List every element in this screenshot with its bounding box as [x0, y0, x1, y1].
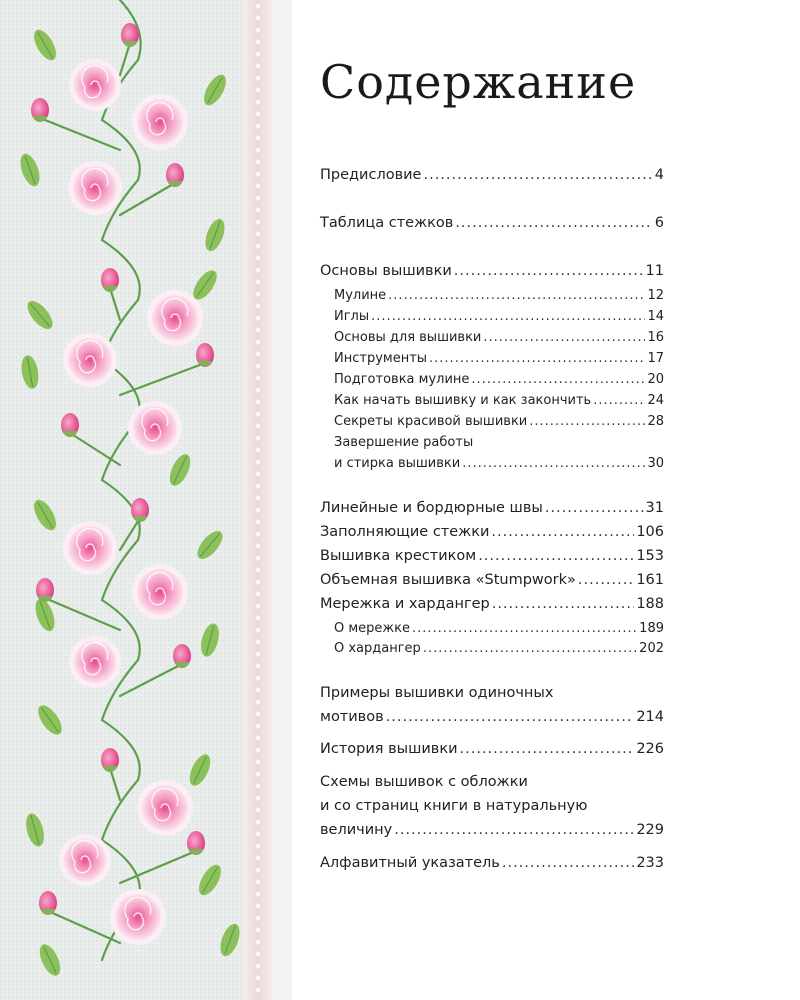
ribbon-dot: [255, 411, 261, 417]
ribbon-dot: [255, 951, 261, 957]
leader-dots: [394, 820, 634, 840]
ribbon-dot: [255, 399, 261, 405]
toc-entry-page: 229: [636, 822, 664, 838]
toc-entry[interactable]: [320, 739, 664, 759]
ribbon-dot: [255, 519, 261, 525]
toc-entry-page: 31: [645, 500, 664, 516]
rose-icon: [110, 889, 166, 945]
rose-icon: [68, 161, 122, 215]
toc-entry-page: 6: [654, 215, 664, 231]
toc-entry-page: 4: [654, 167, 664, 183]
ribbon-dot: [255, 267, 261, 273]
ribbon-dot: [255, 615, 261, 621]
toc-entry-title: Таблица стежков: [320, 215, 454, 231]
toc-entry-page: 233: [636, 855, 664, 871]
toc-entry-page: 24: [647, 393, 664, 408]
toc-entry-title: Секреты красивой вышивки: [334, 414, 528, 429]
toc-entry[interactable]: [320, 546, 664, 566]
ribbon-dot: [255, 15, 261, 21]
toc-entry[interactable]: [320, 796, 664, 816]
leader-dots: [471, 371, 645, 389]
leader-dots: [423, 640, 637, 658]
embroidery-photo: [0, 0, 292, 1000]
rosebud-icon: [101, 268, 119, 292]
ribbon-dot: [255, 171, 261, 177]
toc-entry-title: Основы вышивки: [320, 263, 452, 279]
ribbon-dot: [255, 291, 261, 297]
toc-entry-page: 17: [647, 351, 664, 366]
toc-entry-title: Инструменты: [334, 351, 428, 366]
leader-dots: [545, 498, 644, 518]
rose-icon: [59, 834, 111, 886]
toc-entry-title: Линейные и бордюрные швы: [320, 500, 543, 516]
toc-entry[interactable]: [320, 213, 664, 233]
ribbon-dot: [255, 435, 261, 441]
ribbon-dot: [255, 363, 261, 369]
toc-entry-page: 226: [636, 741, 664, 757]
toc-entry[interactable]: [320, 683, 664, 703]
leader-dots: [423, 165, 652, 185]
rose-icon: [69, 59, 121, 111]
toc-entry-title: Иглы: [334, 309, 370, 324]
ribbon-dot: [255, 915, 261, 921]
ribbon-dot: [255, 375, 261, 381]
leader-dots: [492, 594, 635, 614]
toc-entry-page: 30: [647, 456, 664, 471]
toc-subentry[interactable]: [334, 371, 664, 389]
toc-entry-title: и со страниц книги в натуральную: [320, 798, 588, 814]
ribbon-dot: [255, 135, 261, 141]
ribbon-dot: [255, 783, 261, 789]
toc-entry-title: Предисловие: [320, 167, 422, 183]
rosebud-icon: [39, 891, 57, 915]
leader-dots: [502, 853, 634, 873]
leader-dots: [460, 739, 635, 759]
ribbon-dot: [255, 387, 261, 393]
ribbon-dot: [255, 855, 261, 861]
ribbon-dot: [255, 471, 261, 477]
toc-entry-page: 20: [647, 372, 664, 387]
toc-entry-title: Примеры вышивки одиночных: [320, 685, 554, 701]
ribbon-dot: [255, 975, 261, 981]
toc-subentry[interactable]: [334, 329, 664, 347]
leader-dots: [529, 413, 645, 431]
toc-entry-title: Подготовка мулине: [334, 372, 470, 387]
toc-entry-title: О мережке: [334, 621, 410, 636]
ribbon-dot: [255, 99, 261, 105]
ribbon-dot: [255, 903, 261, 909]
toc-entry-page: 106: [636, 524, 664, 540]
rosebud-icon: [101, 748, 119, 772]
toc-subentry[interactable]: [334, 640, 664, 658]
toc-entry-title: Заполняющие стежки: [320, 524, 490, 540]
ribbon-dot: [255, 27, 261, 33]
ribbon-dot: [255, 963, 261, 969]
ribbon-dot: [255, 939, 261, 945]
rose-icon: [63, 521, 117, 575]
ribbon-dot: [255, 87, 261, 93]
toc-subentry[interactable]: [334, 392, 664, 410]
ribbon-dot: [255, 327, 261, 333]
rose-icon: [132, 564, 188, 620]
ribbon-dot: [255, 483, 261, 489]
ribbon-dot: [255, 927, 261, 933]
ribbon-dot: [255, 3, 261, 9]
ribbon-dot: [255, 423, 261, 429]
rose-icon: [137, 780, 193, 836]
ribbon-dot: [255, 219, 261, 225]
rosebud-icon: [121, 23, 139, 47]
toc-entry[interactable]: [320, 594, 664, 614]
rosebud-icon: [187, 831, 205, 855]
ribbon-dot: [255, 891, 261, 897]
ribbon-dot: [255, 495, 261, 501]
ribbon-dot: [255, 747, 261, 753]
ribbon-dot: [255, 531, 261, 537]
toc-entry-title: Мулине: [334, 288, 387, 303]
ribbon-dot: [255, 507, 261, 513]
leader-dots: [578, 570, 634, 590]
ribbon-dot: [255, 735, 261, 741]
toc-entry-title: Схемы вышивок с обложки: [320, 774, 528, 790]
rose-icon: [132, 94, 188, 150]
rosebud-icon: [196, 343, 214, 367]
ribbon-dot: [255, 459, 261, 465]
toc-entry-title: История вышивки: [320, 741, 458, 757]
toc-entry-page: 28: [647, 414, 664, 429]
ribbon-dot: [255, 147, 261, 153]
ribbon-dot: [255, 351, 261, 357]
ribbon-dot: [255, 51, 261, 57]
rosebud-icon: [131, 498, 149, 522]
toc-entry[interactable]: [320, 498, 664, 518]
toc-entry[interactable]: [320, 853, 664, 873]
ribbon-dot: [255, 39, 261, 45]
ribbon-dot: [255, 111, 261, 117]
ribbon-dot: [255, 831, 261, 837]
toc-subentry[interactable]: [334, 434, 664, 452]
ribbon-dot: [255, 123, 261, 129]
toc-entry-title: Как начать вышивку и как закончить: [334, 393, 592, 408]
toc-entry-title: и стирка вышивки: [334, 456, 461, 471]
ribbon-dot: [255, 303, 261, 309]
ribbon-dot: [255, 879, 261, 885]
toc-entry-title: мотивов: [320, 709, 384, 725]
toc-entry-title: О хардангер: [334, 641, 421, 656]
toc-subentry[interactable]: [334, 620, 664, 638]
ribbon-dot: [255, 987, 261, 993]
ribbon-dot: [255, 771, 261, 777]
toc-entry-page: 188: [636, 596, 664, 612]
ribbon-dot: [255, 663, 261, 669]
ribbon-dot: [255, 759, 261, 765]
rose-icon: [63, 333, 117, 387]
toc-entry[interactable]: [320, 165, 664, 185]
ribbon-dot: [255, 591, 261, 597]
ribbon-dot: [255, 159, 261, 165]
leader-dots: [386, 707, 635, 727]
rosebud-icon: [166, 163, 184, 187]
toc-entry-page: 161: [636, 572, 664, 588]
toc-entry-title: Вышивка крестиком: [320, 548, 477, 564]
toc-entry[interactable]: [320, 820, 664, 840]
ribbon-dot: [255, 651, 261, 657]
leader-dots: [491, 522, 634, 542]
ribbon-dot: [255, 603, 261, 609]
toc-entry-page: 214: [636, 709, 664, 725]
ribbon-dot: [255, 75, 261, 81]
ribbon-dot: [255, 639, 261, 645]
ribbon-dot: [255, 315, 261, 321]
toc-entry-title: Завершение работы: [334, 435, 474, 450]
toc-entry[interactable]: [320, 570, 664, 590]
toc-subentry[interactable]: [334, 455, 664, 473]
ribbon-dot: [255, 579, 261, 585]
toc-entry-title: Основы для вышивки: [334, 330, 482, 345]
toc-entry-page: 153: [636, 548, 664, 564]
ribbon-dot: [255, 807, 261, 813]
ribbon-dot: [255, 795, 261, 801]
ribbon-dot: [255, 699, 261, 705]
rosebud-icon: [31, 98, 49, 122]
toc-entry-title: Мережка и хардангер: [320, 596, 490, 612]
ribbon-dot: [255, 279, 261, 285]
toc-entry[interactable]: [320, 261, 664, 281]
toc-entry[interactable]: [320, 772, 664, 792]
ribbon-dot: [255, 711, 261, 717]
ribbon-dot: [255, 723, 261, 729]
rosebud-icon: [173, 644, 191, 668]
leader-dots: [478, 546, 634, 566]
toc-entry-title: величину: [320, 822, 393, 838]
toc-entry-title: Объемная вышивка «Stumpwork»: [320, 572, 576, 588]
ribbon-dot: [255, 627, 261, 633]
rosebud-icon: [61, 413, 79, 437]
toc-entry-title: Алфавитный указатель: [320, 855, 500, 871]
ribbon-dot: [255, 231, 261, 237]
toc-entry-page: 14: [647, 309, 664, 324]
leader-dots: [412, 620, 637, 638]
ribbon-dot: [255, 867, 261, 873]
ribbon-dot: [255, 207, 261, 213]
toc-entry-page: 189: [639, 621, 664, 636]
toc-entry[interactable]: [320, 522, 664, 542]
page-title: Содержание: [320, 55, 637, 109]
toc-entry-page: 11: [645, 263, 664, 279]
ribbon-dot: [255, 339, 261, 345]
leader-dots: [454, 261, 644, 281]
leader-dots: [593, 392, 645, 410]
ribbon-dot: [255, 843, 261, 849]
ribbon-dot: [255, 555, 261, 561]
ribbon-dot: [255, 567, 261, 573]
toc-entry[interactable]: [320, 707, 664, 727]
rose-icon: [128, 401, 182, 455]
toc-subentry[interactable]: [334, 308, 664, 326]
leader-dots: [429, 350, 645, 368]
ribbon-dot: [255, 195, 261, 201]
leader-dots: [388, 287, 645, 305]
toc-subentry[interactable]: [334, 350, 664, 368]
ribbon-dot: [255, 687, 261, 693]
leader-dots: [455, 213, 652, 233]
toc-subentry[interactable]: [334, 287, 664, 305]
toc-entry-page: 202: [639, 641, 664, 656]
rosebud-icon: [36, 578, 54, 602]
rose-icon: [147, 290, 203, 346]
ribbon-dot: [255, 183, 261, 189]
rose-icon: [69, 636, 121, 688]
leader-dots: [371, 308, 645, 326]
ribbon-dot: [255, 675, 261, 681]
leader-dots: [483, 329, 645, 347]
ribbon-dot: [255, 447, 261, 453]
toc-entry-page: 12: [647, 288, 664, 303]
leader-dots: [462, 455, 645, 473]
toc-subentry[interactable]: [334, 413, 664, 431]
ribbon-dot: [255, 255, 261, 261]
ribbon-dot: [255, 543, 261, 549]
ribbon-dot: [255, 243, 261, 249]
ribbon-dot: [255, 63, 261, 69]
toc-entry-page: 16: [647, 330, 664, 345]
ribbon-dot: [255, 819, 261, 825]
